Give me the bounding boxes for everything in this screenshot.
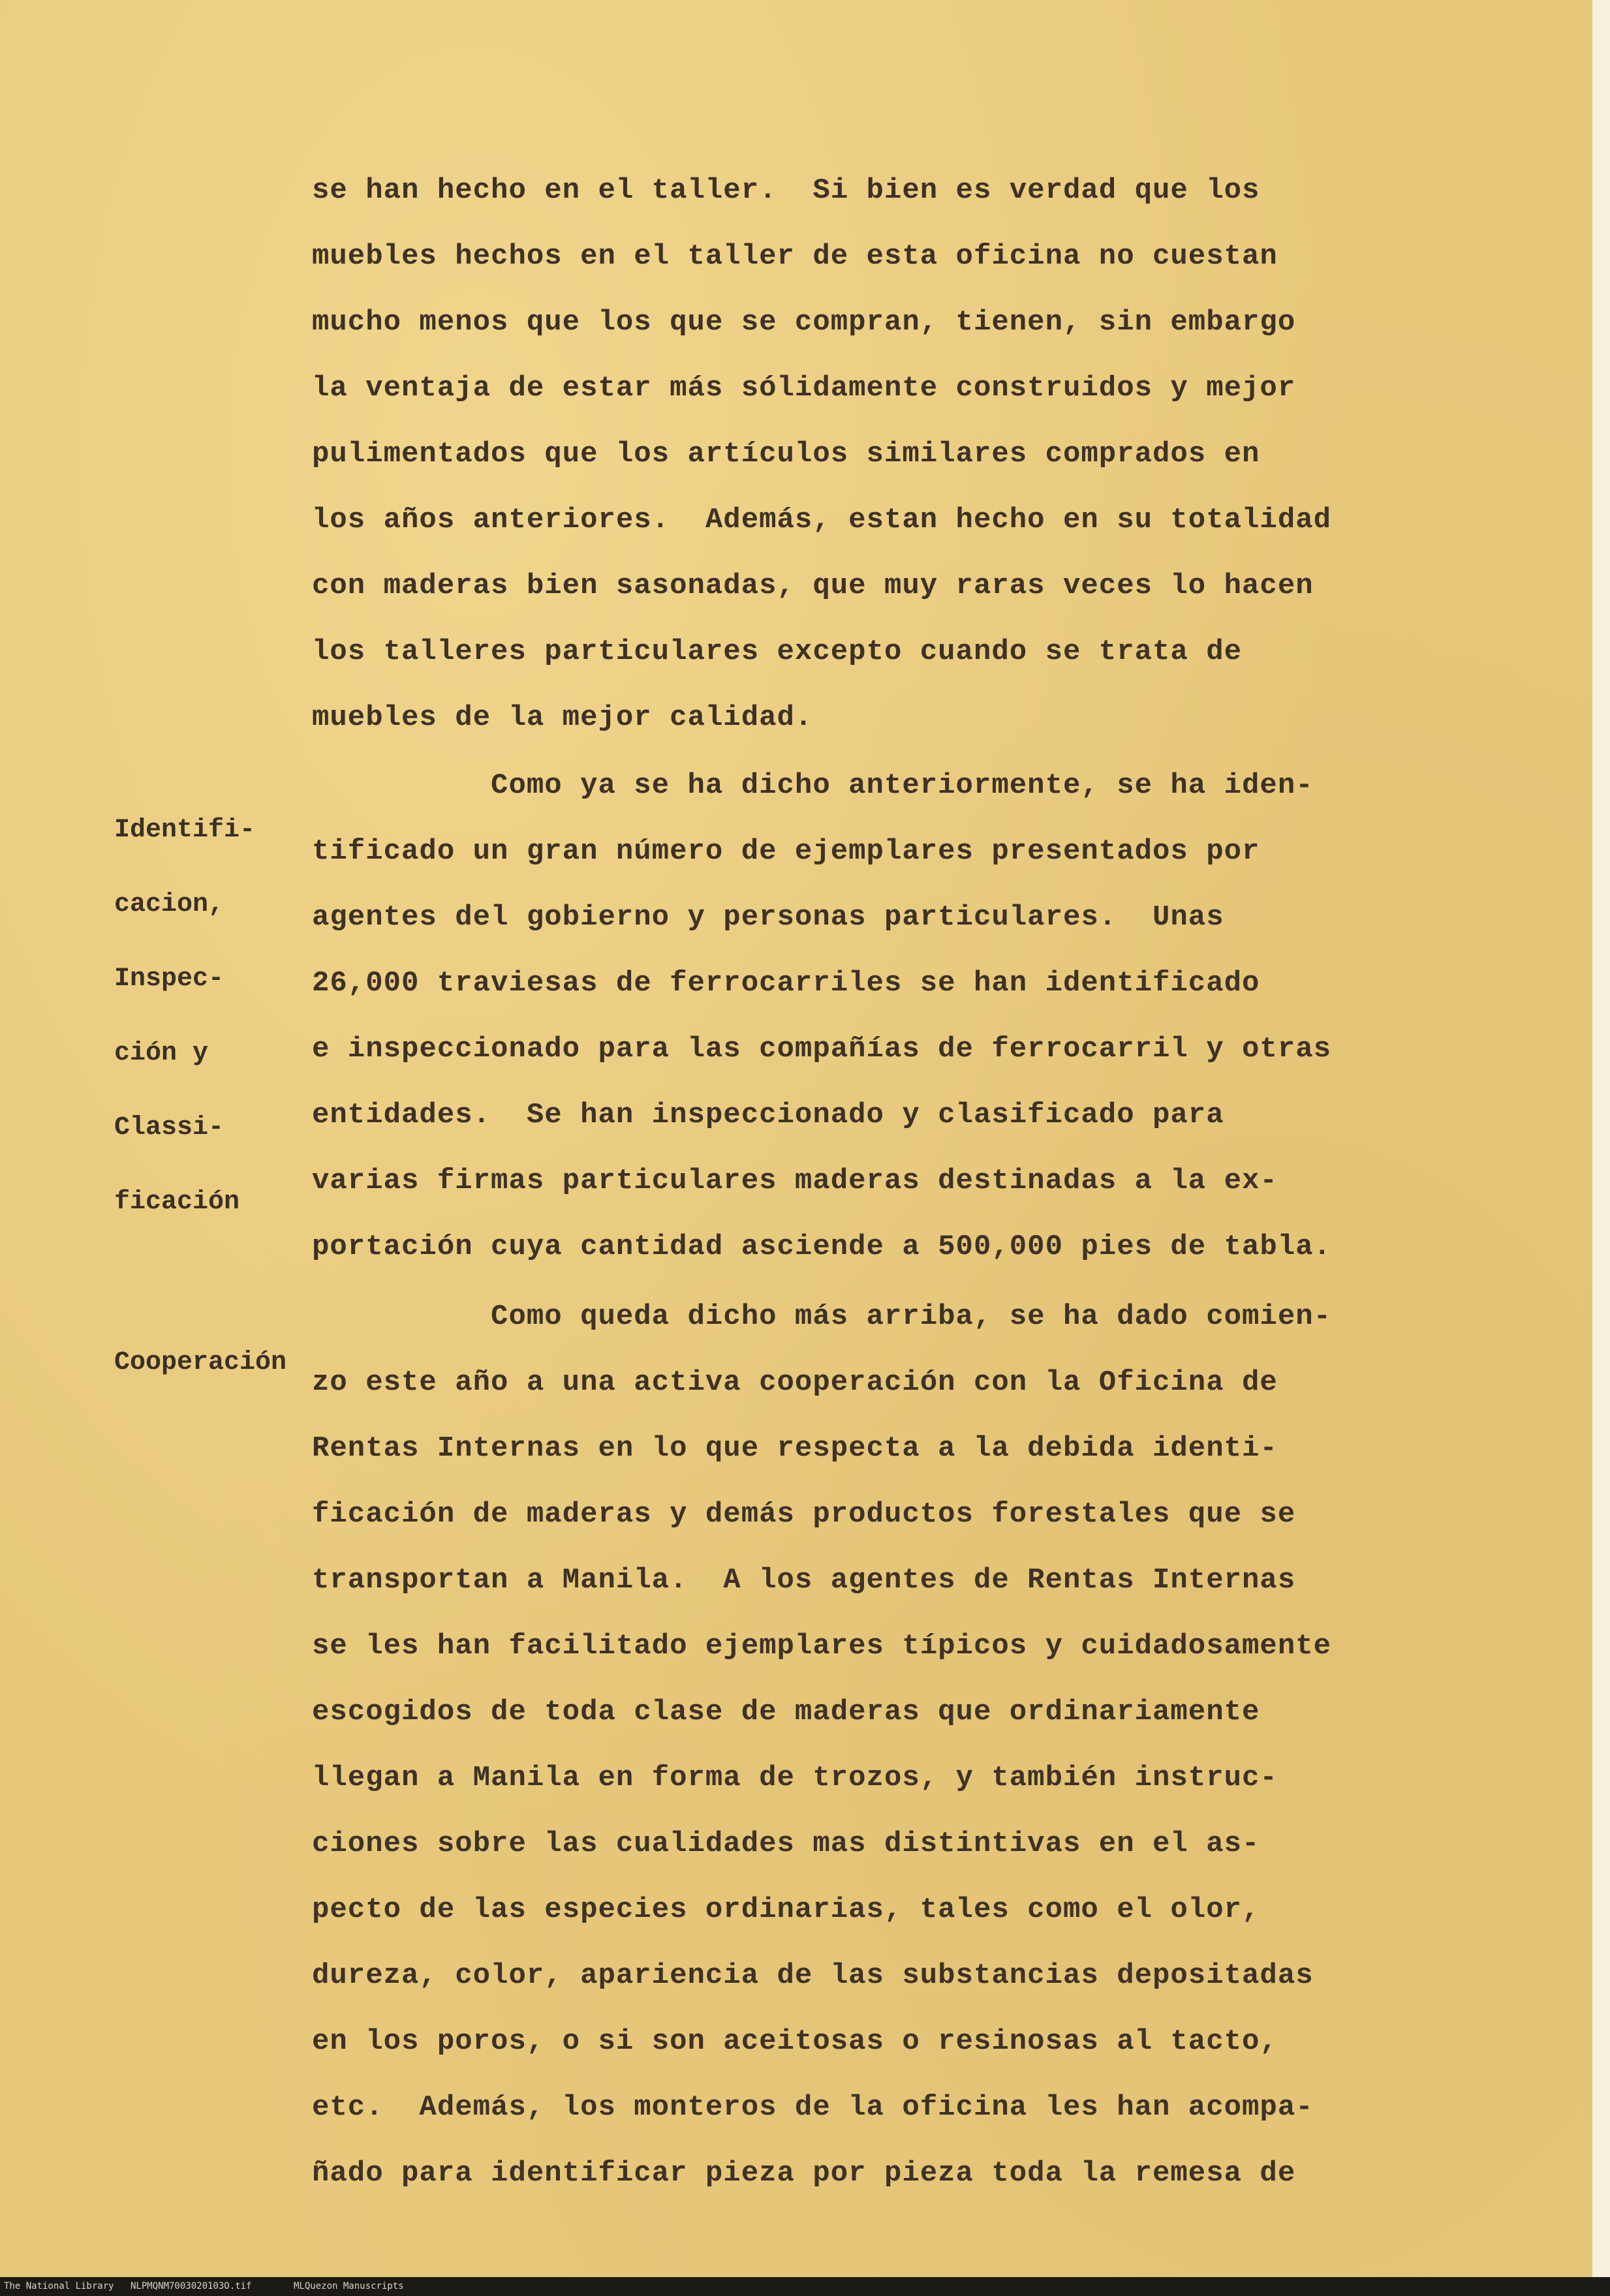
text-line: la ventaja de estar más sólidamente construidos y mejor bbox=[312, 372, 1296, 405]
text-line: Rentas Internas en lo que respecta a la debida identi- bbox=[312, 1432, 1278, 1465]
footer-library: The National Library bbox=[4, 2281, 114, 2291]
text-line: en los poros, o si son aceitosas o resinosas al tacto, bbox=[312, 2025, 1278, 2058]
text-line: agentes del gobierno y personas particulares. Unas bbox=[312, 901, 1224, 934]
text-line: varias firmas particulares maderas destinadas a la ex- bbox=[312, 1165, 1278, 1197]
margin-note-line: Identifi- bbox=[114, 816, 256, 845]
text-line: Como queda dicho más arriba, se ha dado comien- bbox=[312, 1300, 1332, 1333]
margin-note-cooperation bbox=[114, 1301, 310, 1425]
text-line: ciones sobre las cualidades mas distintivas en el as- bbox=[312, 1828, 1260, 1860]
text-line: pulimentados que los artículos similares comprados en bbox=[312, 438, 1260, 470]
text-line: se les han facilitado ejemplares típicos y cuidadosamente bbox=[312, 1630, 1332, 1662]
text-line: Como ya se ha dicho anteriormente, se ha iden- bbox=[312, 769, 1314, 802]
margin-note-line: Inspec- bbox=[114, 964, 224, 994]
text-line: con maderas bien sasonadas, que muy raras veces lo hacen bbox=[312, 570, 1314, 602]
margin-note-line: ficación bbox=[114, 1187, 240, 1217]
margin-note-line: Classi- bbox=[114, 1113, 224, 1142]
text-line: transportan a Manila. A los agentes de Rentas Internas bbox=[312, 1564, 1296, 1597]
text-line: los talleres particulares excepto cuando se trata de bbox=[312, 635, 1243, 668]
margin-note-line: ción y bbox=[114, 1039, 209, 1068]
text-line: ñado para identificar pieza por pieza toda la remesa de bbox=[312, 2157, 1296, 2190]
text-line: entidades. Se han inspeccionado y clasificado para bbox=[312, 1099, 1224, 1131]
text-line: llegan a Manila en forma de trozos, y también instruc- bbox=[312, 1762, 1278, 1794]
text-line: dureza, color, apariencia de las substancias depositadas bbox=[312, 1959, 1314, 1992]
text-line: 26,000 traviesas de ferrocarriles se han identificado bbox=[312, 967, 1260, 1000]
footer-filename: NLPMQNM7003020103O.tif bbox=[131, 2281, 252, 2291]
text-line: e inspeccionado para las compañías de ferrocarril y otras bbox=[312, 1033, 1332, 1065]
text-line: los años anteriores. Además, estan hecho en su totalidad bbox=[312, 504, 1332, 536]
margin-note-line: cacion, bbox=[114, 890, 224, 919]
margin-note-line: Cooperación bbox=[114, 1348, 287, 1377]
footer-collection: MLQuezon Manuscripts bbox=[294, 2281, 404, 2291]
scan-margin bbox=[1592, 0, 1610, 2277]
scan-footer bbox=[0, 2277, 1610, 2296]
text-line: tificado un gran número de ejemplares presentados por bbox=[312, 835, 1260, 868]
text-line: muebles hechos en el taller de esta oficina no cuestan bbox=[312, 240, 1278, 273]
text-line: portación cuya cantidad asciende a 500,000 pies de tabla. bbox=[312, 1231, 1332, 1263]
margin-note-identification bbox=[114, 769, 310, 1264]
text-line: muebles de la mejor calidad. bbox=[312, 701, 813, 734]
text-line: se han hecho en el taller. Si bien es verdad que los bbox=[312, 174, 1260, 207]
text-line: ficación de maderas y demás productos forestales que se bbox=[312, 1498, 1296, 1531]
text-line: escogidos de toda clase de maderas que ordinariamente bbox=[312, 1696, 1260, 1728]
text-line: mucho menos que los que se compran, tienen, sin embargo bbox=[312, 306, 1296, 339]
text-line: etc. Además, los monteros de la oficina les han acompa- bbox=[312, 2091, 1314, 2124]
text-line: zo este año a una activa cooperación con la Oficina de bbox=[312, 1366, 1278, 1399]
text-line: pecto de las especies ordinarias, tales como el olor, bbox=[312, 1893, 1260, 1926]
